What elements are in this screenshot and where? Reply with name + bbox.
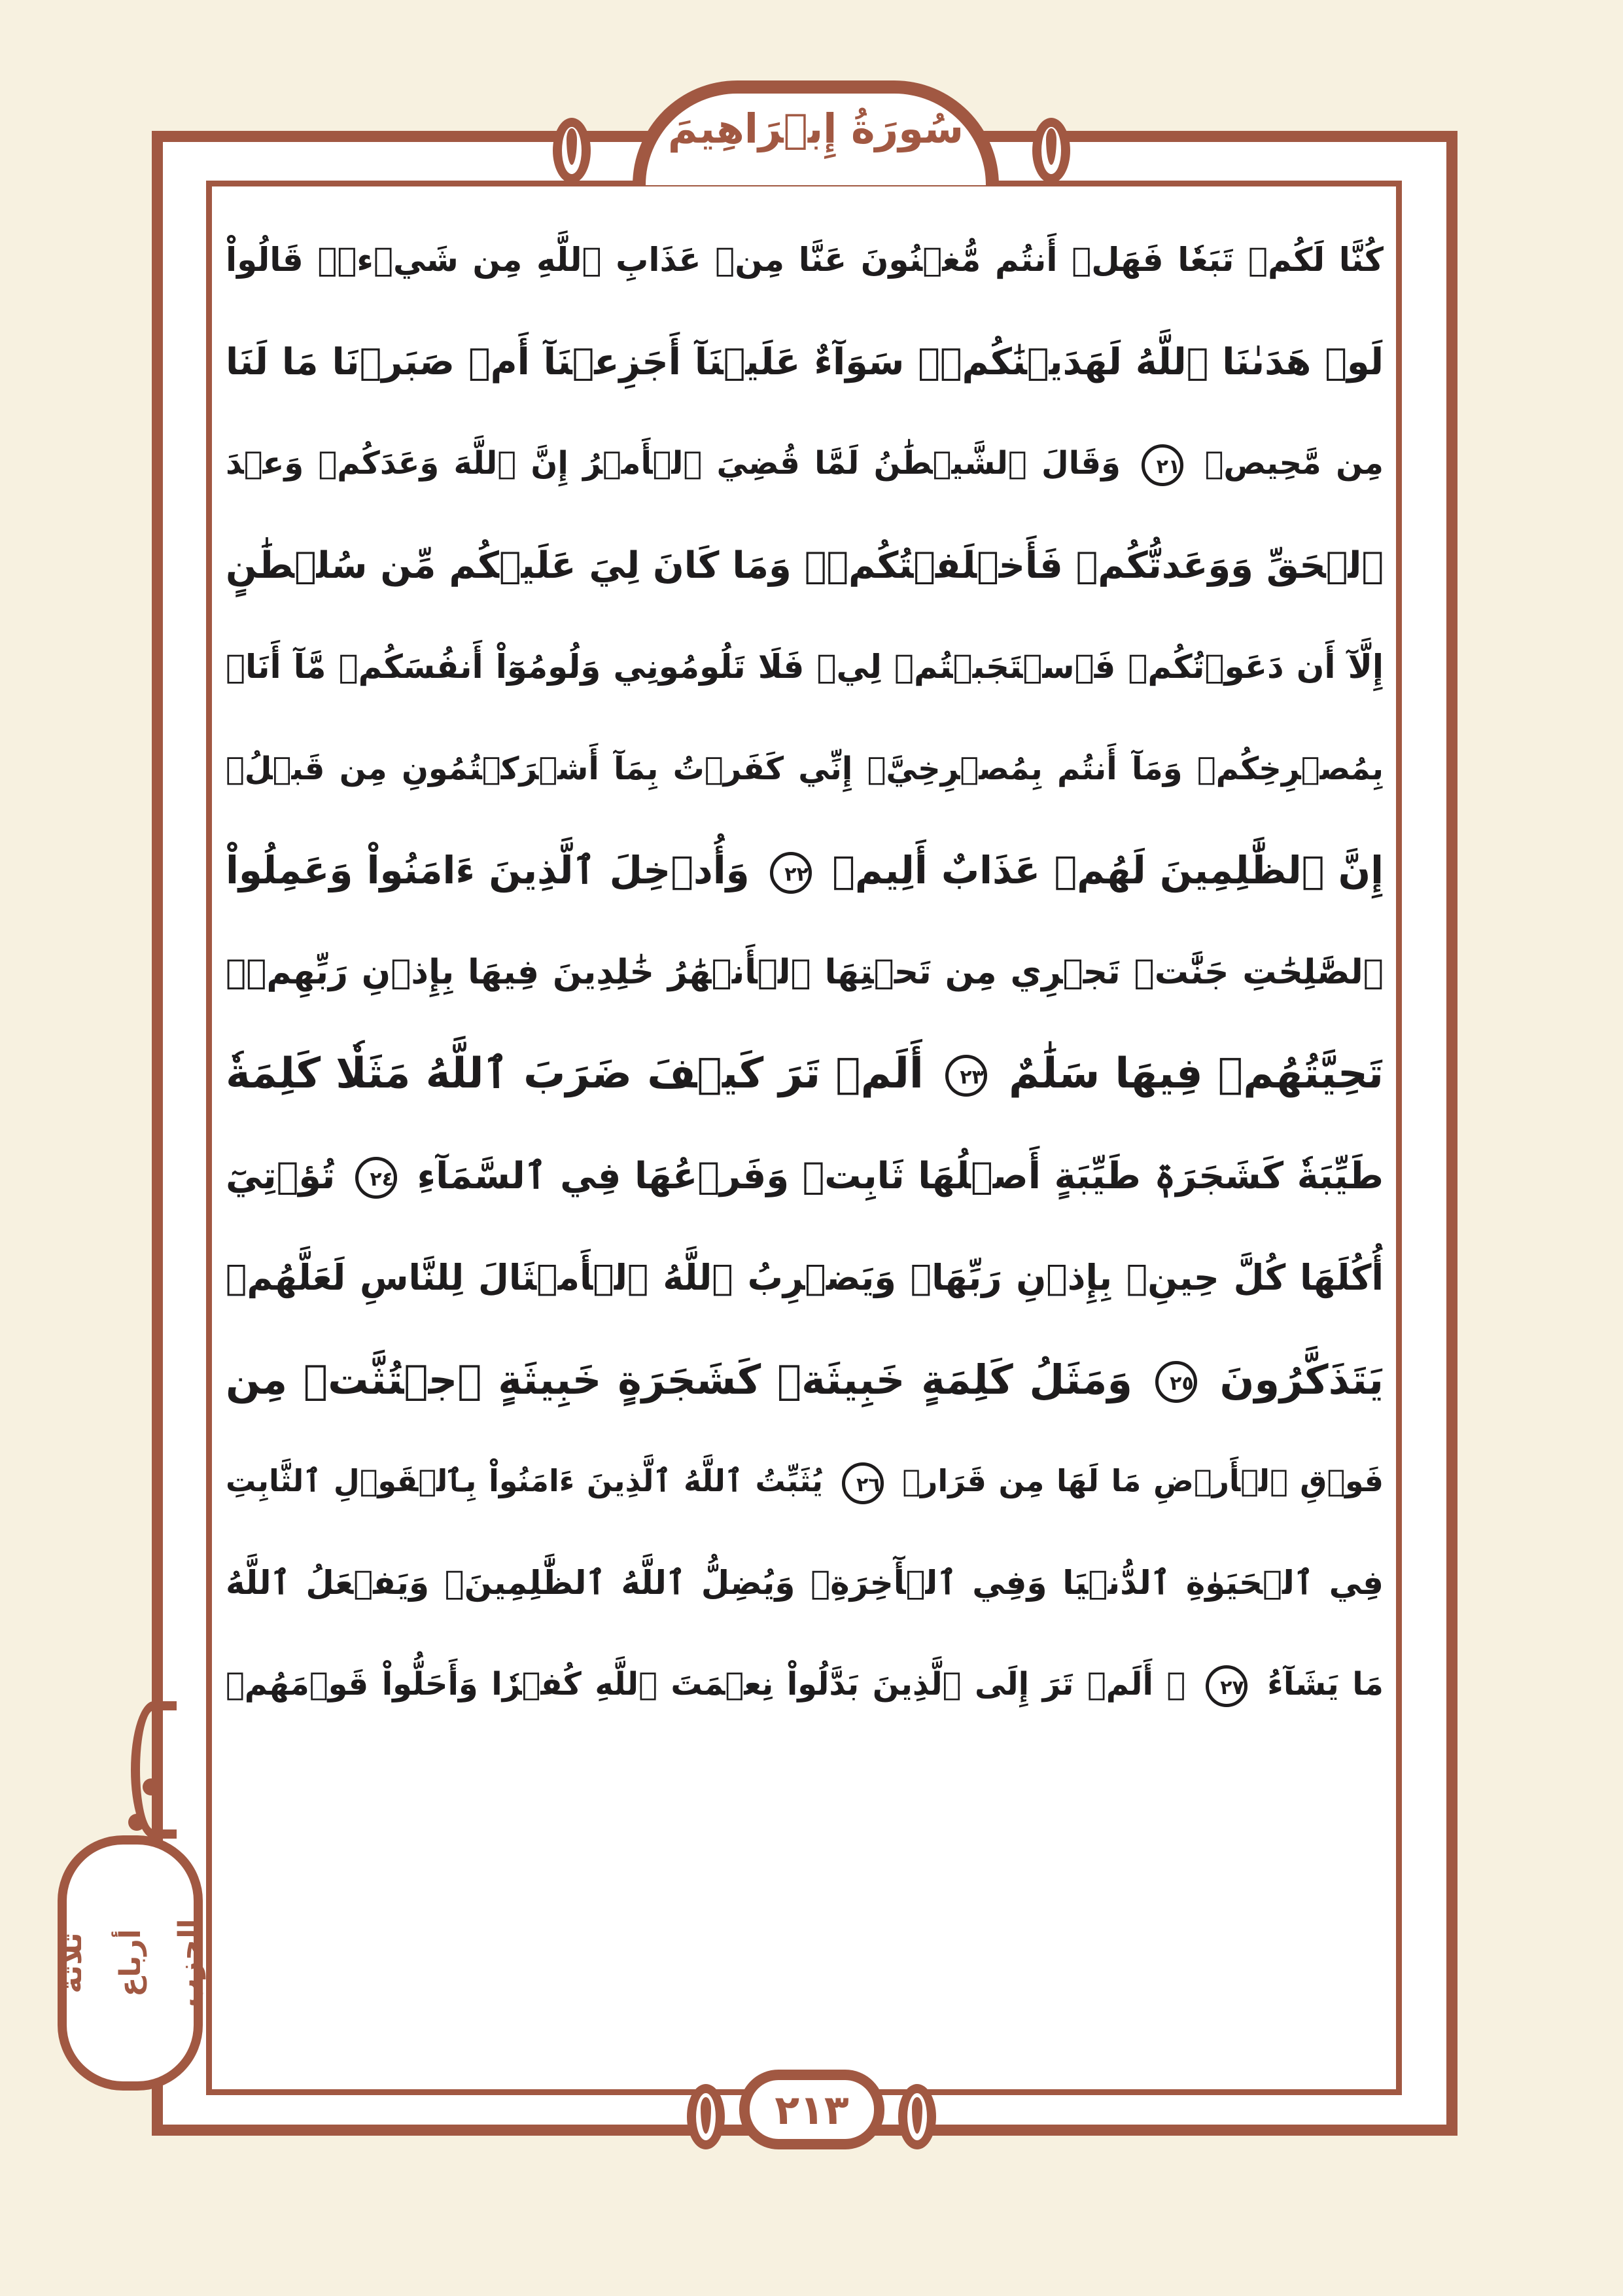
verse-text: ۞ أَلَمۡ تَرَ إِلَى ٱلَّذِينَ بَدَّلُواْ نِعۡمَتَ ٱللَّهِ كُفۡرٗا وَأَحَلُّواْ قَوۡمَهُمۡ: [226, 1666, 1186, 1703]
text-line: [226, 209, 1384, 311]
text-line: [226, 413, 1384, 515]
ayah-number-marker: ٢٣: [945, 1055, 987, 1097]
verse-text: أَلَمۡ تَرَ كَيۡفَ ضَرَبَ ٱللَّهُ مَثَلٗا كَلِمَةٗ: [226, 1050, 924, 1098]
verse-text: بِمُصۡرِخِكُمۡ وَمَآ أَنتُم بِمُصۡرِخِيَّۖ إِنِّي كَفَرۡتُ بِمَآ أَشۡرَكۡتُمُونِ مِن قَبۡلُۗ: [226, 750, 1384, 787]
text-line: [226, 1329, 1384, 1431]
text-line: [226, 515, 1384, 617]
verse-text: تَحِيَّتُهُمۡ فِيهَا سَلَٰمٌ: [1009, 1050, 1384, 1098]
verse-text: كُنَّا لَكُمۡ تَبَعٗا فَهَلۡ أَنتُم مُّغۡنُونَ عَنَّا مِنۡ عَذَابِ ٱللَّهِ مِن شَيۡءٖۚ قَالُواْ: [226, 241, 1384, 279]
text-line: [226, 1125, 1384, 1227]
verse-text: يُثَبِّتُ ٱللَّهُ ٱلَّذِينَ ءَامَنُواْ بِٱلۡقَوۡلِ ٱلثَّابِتِ: [226, 1463, 824, 1498]
ayah-number-marker: ٢٢: [770, 852, 812, 894]
text-line: [226, 718, 1384, 821]
verse-text: تُؤۡتِيٓ: [226, 1154, 336, 1197]
text-line: [226, 922, 1384, 1024]
verse-text: وَأُدۡخِلَ ٱلَّذِينَ ءَامَنُواْ وَعَمِلُواْ: [226, 848, 750, 892]
surah-title: سُورَةُ إِبۡرَاهِيمَ: [667, 105, 964, 152]
verse-text: فَوۡقِ ٱلۡأَرۡضِ مَا لَهَا مِن قَرَارٖ: [902, 1463, 1384, 1498]
verse-text: أُكُلَهَا كُلَّ حِينِۭ بِإِذۡنِ رَبِّهَاۗ وَيَضۡرِبُ ٱللَّهُ ٱلۡأَمۡثَالَ لِلنَّاسِ لَعَلَّهُمۡ: [226, 1257, 1384, 1298]
hizb-marker-line: الحزب: [173, 1918, 206, 2007]
verse-text: يَتَذَكَّرُونَ: [1219, 1355, 1384, 1404]
ayah-number-marker: ٢١: [1142, 444, 1183, 486]
hizb-marker-text: [33, 1898, 229, 2028]
verse-text: وَمَثَلُ كَلِمَةٍ خَبِيثَةٖ كَشَجَرَةٍ خَبِيثَةٍ ٱجۡتُثَّتۡ مِن: [226, 1355, 1132, 1404]
ayah-number-marker: ٢٤: [355, 1157, 397, 1199]
hizb-knob-ornament: [143, 1778, 160, 1795]
verse-text: طَيِّبَةٗ كَشَجَرَةٖ طَيِّبَةٍ أَصۡلُهَا ثَابِتٞ وَفَرۡعُهَا فِي ٱلسَّمَآءِ: [417, 1154, 1384, 1197]
text-line: [226, 1227, 1384, 1329]
verse-text: إِلَّآ أَن دَعَوۡتُكُمۡ فَٱسۡتَجَبۡتُمۡ لِيۖ فَلَا تَلُومُونِي وَلُومُوٓاْ أَنفُسَكُمۖ مَّآ أَنَا۠: [226, 648, 1384, 686]
text-line: [226, 1430, 1384, 1532]
verse-text: إِنَّ ٱلظَّٰلِمِينَ لَهُمۡ عَذَابٌ أَلِيمٞ: [832, 848, 1384, 892]
verse-text: ٱلۡحَقِّ وَوَعَدتُّكُمۡ فَأَخۡلَفۡتُكُمۡۖ وَمَا كَانَ لِيَ عَلَيۡكُم مِّن سُلۡطَٰنٍ: [226, 544, 1384, 587]
page-number: ٢١٣: [775, 2086, 849, 2134]
verse-text: وَقَالَ ٱلشَّيۡطَٰنُ لَمَّا قُضِيَ ٱلۡأَمۡرُ إِنَّ ٱللَّهَ وَعَدَكُمۡ وَعۡدَ: [226, 445, 1121, 482]
text-line: [226, 311, 1384, 414]
verse-text: فِي ٱلۡحَيَوٰةِ ٱلدُّنۡيَا وَفِي ٱلۡأٓخِرَةِۖ وَيُضِلُّ ٱللَّهُ ٱلظَّٰلِمِينَۚ وَيَفۡعَلُ ٱللَّهُ: [226, 1563, 1384, 1602]
hizb-marker-line: ثلاثة: [55, 1932, 88, 1994]
quran-text-block: [226, 209, 1384, 2041]
ayah-number-marker: ٢٦: [842, 1462, 884, 1504]
text-line: [226, 1023, 1384, 1125]
ayah-number-marker: ٢٥: [1155, 1361, 1197, 1403]
hizb-marker-line: أرباع: [114, 1929, 147, 1997]
hizb-knob-ornament: [128, 1814, 145, 1831]
verse-text: ٱلصَّٰلِحَٰتِ جَنَّٰتٖ تَجۡرِي مِن تَحۡتِهَا ٱلۡأَنۡهَٰرُ خَٰلِدِينَ فِيهَا بِإِذۡنِ رَبِّهِمۡۖ: [226, 952, 1384, 992]
text-line: [226, 1532, 1384, 1634]
ayah-number-marker: ٢٧: [1206, 1665, 1248, 1707]
verse-text: مِن مَّحِيصٖ: [1204, 445, 1384, 482]
verse-text: لَوۡ هَدَىٰنَا ٱللَّهُ لَهَدَيۡنَٰكُمۡۖ سَوَآءٌ عَلَيۡنَآ أَجَزِعۡنَآ أَمۡ صَبَرۡنَا مَا لَنَا: [226, 340, 1384, 383]
verse-text: مَا يَشَآءُ: [1267, 1666, 1384, 1703]
text-line: [226, 616, 1384, 718]
text-line: [226, 820, 1384, 922]
text-line: [226, 1634, 1384, 1736]
